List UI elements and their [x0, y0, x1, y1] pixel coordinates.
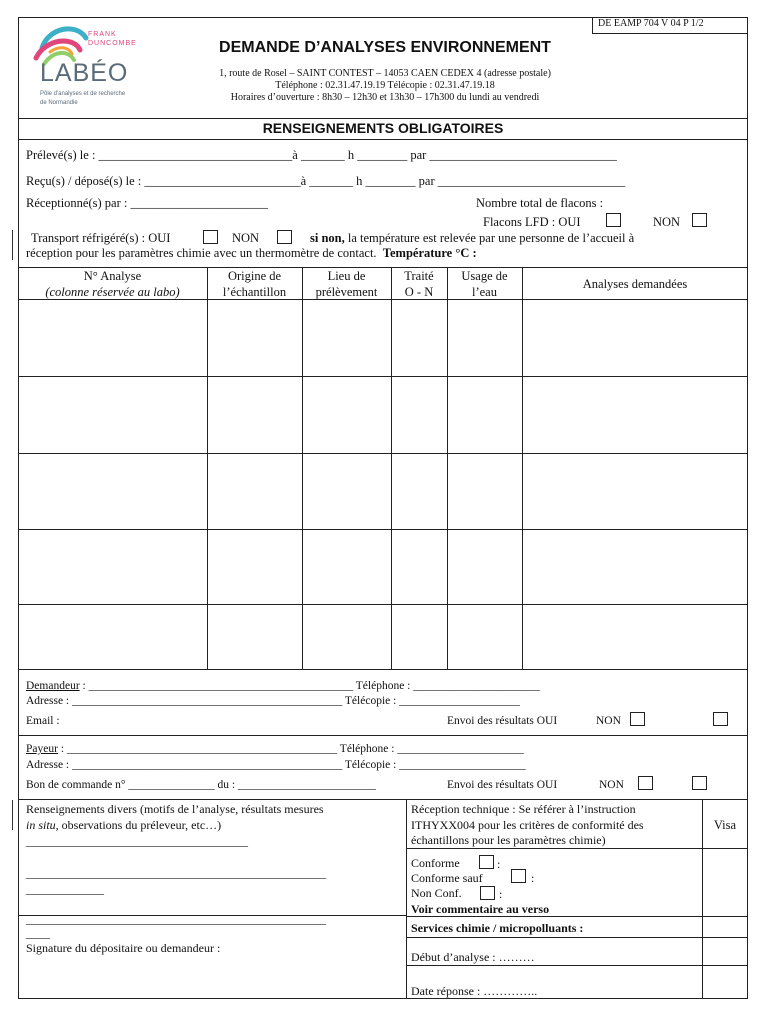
margin-mark: [12, 800, 13, 830]
table-row-divider: [18, 453, 748, 454]
flacons-lfd-oui-checkbox[interactable]: [606, 213, 621, 227]
non-conf-checkbox[interactable]: [480, 886, 495, 900]
divers-line7: ____: [26, 926, 50, 940]
divers-line5: _____________: [26, 882, 104, 896]
logo-line1: FRANK: [88, 31, 117, 38]
payeur-adresse: Adresse : _______________________________________________ Télécopie : ______________________: [26, 759, 526, 771]
visa-label: Visa: [713, 818, 737, 832]
demandeur-line: [26, 679, 540, 693]
debut-analyse: Début d’analyse : ………: [411, 950, 535, 964]
demandeur-email: Email :: [26, 715, 60, 727]
payeur-label: Payeur: [26, 743, 58, 755]
transport-oui-checkbox[interactable]: [203, 230, 218, 244]
demandeur-label: Demandeur: [26, 680, 80, 692]
payeur-envoi-label: Envoi des résultats OUI: [447, 779, 558, 791]
logo-sub2: de Normandie: [40, 100, 78, 106]
date-reponse: Date réponse : …………..: [411, 984, 538, 998]
demandeur-envoi-label: Envoi des résultats OUI: [447, 715, 558, 727]
form-frame: [18, 17, 748, 999]
logo-line2: DUNCOMBE: [88, 40, 137, 47]
demandeur-payeur-divider: [18, 735, 748, 736]
si-non-text: [310, 231, 634, 247]
col-header-traite-l2: O - N: [404, 284, 434, 299]
table-row-divider: [18, 376, 748, 377]
conforme-sauf-label: Conforme sauf: [411, 871, 483, 885]
doc-ref: DE EAMP 704 V 04 P 1/2: [598, 18, 704, 29]
col-header-lieu-l2: prélèvement: [315, 284, 378, 299]
table-col-divider: [522, 267, 523, 669]
table-bottom-border: [18, 669, 748, 670]
reception-line: [26, 246, 477, 262]
payeur-non-label: NON: [599, 779, 624, 791]
conforme-label: Conforme: [411, 856, 460, 870]
lab-hours: Horaires d’ouverture : 8h30 – 12h30 et 13h30 – 17h300 du lundi au vendredi: [230, 92, 540, 103]
payeur-non-checkbox[interactable]: [638, 776, 653, 790]
divers-line2-rest: , observations du préleveur, etc…): [55, 818, 222, 832]
logo-name: LABÉO: [40, 59, 129, 87]
non-conf-colon: :: [499, 887, 503, 901]
conforme-checkbox[interactable]: [479, 855, 494, 869]
services-row-bottom: [406, 937, 748, 938]
reception-technique-l3: échantillons pour les paramètres chimie): [411, 833, 606, 847]
flacons-lfd-non-checkbox[interactable]: [692, 213, 707, 227]
payeur-line: [26, 742, 524, 756]
col-header-analyses: Analyses demandées: [582, 277, 688, 291]
table-col-divider: [447, 267, 448, 669]
col-header-usage-l1: Usage de: [461, 269, 508, 283]
si-non-rest: la température est relevée par une personne de l’accueil à: [344, 231, 635, 245]
section-divider-bottom: [18, 139, 748, 140]
demandeur-fields: : ______________________________________________ Téléphone : ______________________: [79, 680, 540, 692]
flacons-lfd-label: Flacons LFD : OUI: [483, 215, 581, 229]
demandeur-adresse: Adresse : _______________________________________________ Télécopie : _____________________: [26, 695, 520, 707]
recu-line: Reçu(s) / déposé(s) le : _________________________à _______ h ________ par ______________________________: [26, 174, 626, 188]
signature-label: Signature du dépositaire ou demandeur :: [26, 941, 221, 955]
services-label: Services chimie / micropolluants :: [411, 921, 584, 935]
divers-line4: __________________________________________________: [26, 866, 326, 880]
bottom-col-divider: [406, 799, 407, 999]
col-header-lieu: [302, 269, 391, 300]
transport-label: Transport réfrigéré(s) : OUI: [31, 231, 171, 245]
demandeur-non-checkbox[interactable]: [630, 712, 645, 726]
payeur-fields: : _______________________________________________ Téléphone : ______________________: [57, 743, 524, 755]
conforme-colon: :: [497, 857, 501, 871]
in-situ-text: in situ: [26, 818, 56, 832]
col-header-usage-l2: l’eau: [472, 284, 497, 299]
nb-flacons-label: Nombre total de flacons :: [476, 196, 604, 210]
conforme-sauf-colon: :: [531, 871, 535, 885]
table-col-divider: [302, 267, 303, 669]
section-title: RENSEIGNEMENTS OBLIGATOIRES: [262, 120, 504, 136]
transport-non-checkbox[interactable]: [277, 230, 292, 244]
col-header-traite: [391, 269, 447, 300]
page-title: DEMANDE D’ANALYSES ENVIRONNEMENT: [219, 39, 551, 56]
table-col-divider: [391, 267, 392, 669]
reception-technique-l2: ITHYXX004 pour les critères de conformité des: [411, 818, 644, 832]
table-row-divider: [18, 529, 748, 530]
col-header-analyse: [18, 269, 207, 300]
table-row-divider: [18, 604, 748, 605]
table-col-divider: [207, 267, 208, 669]
payeur-bon-commande: Bon de commande n° _______________ du : ________________________: [26, 779, 376, 791]
demandeur-non-label: NON: [596, 715, 621, 727]
table-top-border: [18, 267, 748, 268]
conforme-sauf-checkbox[interactable]: [511, 869, 526, 883]
preleve-line: Prélevé(s) le : _______________________________à _______ h ________ par ______________________________: [26, 148, 617, 162]
temperature-label: Température °C :: [382, 246, 477, 260]
col-header-analyse-l1: N° Analyse: [83, 269, 142, 283]
voir-commentaire: Voir commentaire au verso: [411, 902, 550, 916]
col-header-traite-l1: Traité: [404, 269, 434, 283]
reception-text: réception pour les paramètres chimie avec un thermomètre de contact.: [26, 246, 377, 260]
col-header-origine-l2: l’échantillon: [222, 284, 287, 299]
divers-line6: __________________________________________________: [26, 912, 326, 926]
transport-non-label: NON: [232, 231, 260, 245]
lab-address: 1, route de Rosel – SAINT CONTEST – 14053 CAEN CEDEX 4 (adresse postale): [219, 68, 551, 79]
col-header-origine: [207, 269, 302, 300]
receptionne-line: Réceptionné(s) par : ______________________: [26, 196, 268, 210]
divers-line2: [26, 818, 221, 833]
divers-line1: Renseignements divers (motifs de l’analyse, résultats mesures: [26, 802, 324, 816]
reception-technique-l1: Réception technique : Se référer à l’instruction: [411, 802, 636, 816]
col-header-usage: [447, 269, 522, 300]
non-conf-label: Non Conf.: [411, 886, 462, 900]
margin-mark: [12, 230, 13, 260]
lab-phones: Téléphone : 02.31.47.19.19 Télécopie : 02.31.47.19.18: [275, 80, 495, 91]
section-divider-top: [18, 118, 748, 119]
col-header-lieu-l1: Lieu de: [327, 269, 366, 283]
si-non-bold: si non,: [310, 231, 345, 245]
flacons-lfd-non-label: NON: [653, 215, 681, 229]
bottom-section-top: [18, 799, 748, 800]
demandeur-oui-checkbox[interactable]: [713, 712, 728, 726]
col-header-origine-l1: Origine de: [227, 269, 282, 283]
logo-sub1: Pôle d'analyses et de recherche: [40, 91, 126, 97]
col-header-analyse-l2: (colonne réservée au labo): [45, 284, 180, 299]
reception-row-bottom: [406, 848, 748, 849]
payeur-oui-checkbox[interactable]: [692, 776, 707, 790]
divers-line3: _____________________________________: [26, 834, 248, 848]
debut-row-bottom: [406, 965, 748, 966]
